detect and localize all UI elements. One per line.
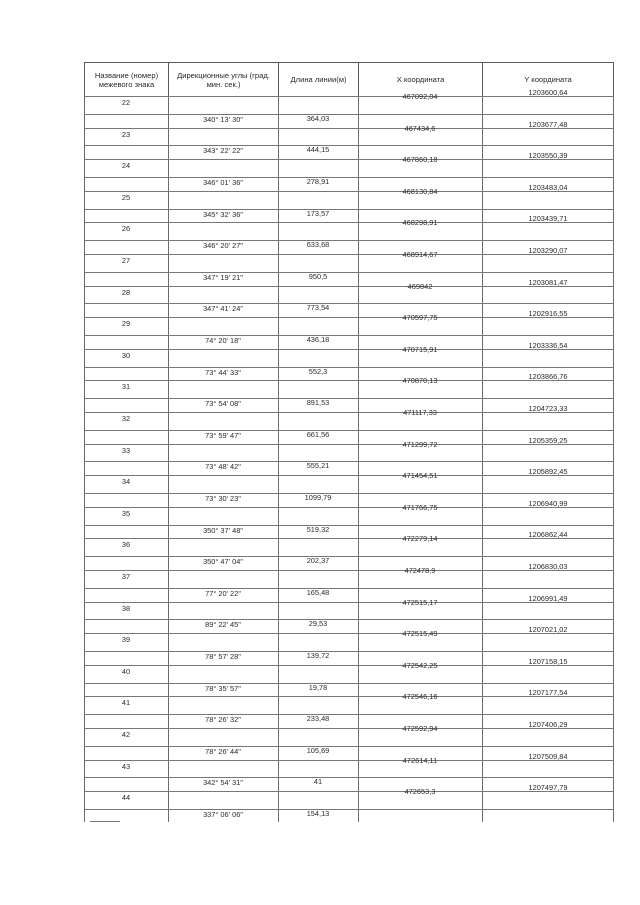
point-y: 1203677,48 [528, 119, 568, 129]
point-name: 34 [121, 477, 131, 487]
segment-angle: 350° 37' 48" [203, 525, 243, 535]
point-name: 33 [121, 445, 131, 455]
point-name: 25 [121, 192, 131, 202]
segment-length: 773,54 [306, 303, 330, 313]
point-x: 467860,18 [402, 155, 438, 165]
point-x: 471299,72 [402, 439, 438, 449]
point-y: 1206830,03 [528, 562, 568, 571]
segment-length: 29,53 [308, 619, 328, 629]
segment-angle: 343° 22' 22" [203, 146, 243, 156]
point-name: 23 [121, 129, 131, 139]
point-x: 468298,91 [402, 218, 438, 228]
segment-length: 891,53 [306, 398, 330, 408]
point-y: 1206991,49 [528, 593, 568, 603]
segment-angle: 350° 47' 04" [203, 557, 243, 567]
header-length: Длина линии(м) [278, 62, 358, 96]
point-y: 1207158,15 [528, 656, 568, 666]
point-x: 468914,67 [402, 250, 438, 259]
point-name: 38 [121, 603, 131, 613]
segment-angle: 78° 35' 57" [205, 683, 241, 693]
header-y: Y координата [482, 62, 614, 96]
point-x: 472279,14 [402, 534, 438, 544]
bottom-rule [90, 821, 120, 822]
point-y: 1206940,99 [528, 498, 568, 508]
segment-angle: 77° 20' 22" [205, 588, 241, 598]
point-name: 42 [121, 730, 131, 739]
point-name: 26 [121, 224, 131, 234]
point-name: 36 [121, 540, 131, 550]
header-angle: Дирекционные углы (град. мин. сек.) [168, 62, 278, 96]
segment-length: 950,5 [308, 271, 328, 281]
segment-length: 519,32 [306, 524, 330, 534]
segment-angle: 73° 30' 23" [205, 494, 241, 503]
segment-angle: 340° 13' 30" [203, 114, 243, 124]
segment-angle: 73° 59' 47" [205, 430, 241, 440]
boundary-coordinates-table [84, 62, 614, 822]
point-name: 39 [121, 635, 131, 645]
point-name: 40 [121, 666, 131, 676]
segment-length: 436,18 [306, 335, 330, 344]
point-y: 1207021,02 [528, 625, 568, 635]
segment-length: 154,13 [306, 809, 330, 818]
point-x: 471454,51 [402, 471, 438, 481]
segment-length: 19,78 [308, 682, 328, 692]
point-y: 1207177,54 [528, 688, 568, 698]
point-y: 1206862,44 [528, 530, 568, 540]
point-x: 472653,3 [404, 787, 436, 797]
point-x: 467092,04 [402, 92, 438, 101]
segment-angle: 73° 54' 08" [205, 399, 241, 409]
point-x: 470715,91 [402, 344, 438, 354]
point-y: 1202916,55 [528, 309, 568, 319]
point-y: 1205892,45 [528, 467, 568, 477]
header-x: X координата [358, 62, 482, 96]
point-name: 22 [121, 98, 131, 107]
segment-angle: 74° 20' 18" [205, 336, 241, 345]
point-name: 35 [121, 508, 131, 518]
point-name: 24 [121, 161, 131, 171]
point-y: 1207406,29 [528, 720, 568, 729]
point-name: 32 [121, 414, 131, 423]
point-y: 1203336,54 [528, 340, 568, 350]
point-x: 469842 [407, 281, 433, 291]
point-x: 471766,75 [402, 502, 438, 512]
segment-length: 233,48 [306, 714, 330, 724]
point-name: 37 [121, 572, 131, 581]
point-x: 470597,75 [402, 313, 438, 323]
segment-angle: 347° 41' 24" [203, 304, 243, 314]
point-y: 1207509,84 [528, 751, 568, 761]
point-x: 472542,25 [402, 660, 438, 670]
point-y: 1204723,33 [528, 404, 568, 413]
point-x: 472614,11 [402, 755, 438, 765]
segment-angle: 78° 26' 44" [205, 746, 241, 756]
point-name: 30 [121, 350, 131, 360]
point-y: 1203290,07 [528, 246, 568, 255]
point-y: 1205359,25 [528, 435, 568, 445]
segment-angle: 337° 06' 06" [203, 810, 243, 819]
point-y: 1203600,64 [528, 88, 568, 97]
segment-length: 173,57 [306, 208, 330, 218]
segment-angle: 342° 54' 31" [203, 778, 243, 788]
table-body [84, 88, 614, 822]
point-y: 1203866,76 [528, 372, 568, 382]
point-name: 27 [121, 256, 131, 265]
segment-angle: 346° 20' 27" [203, 241, 243, 251]
header-name: Название (номер) межевого знака [84, 62, 168, 96]
segment-length: 165,48 [306, 587, 330, 597]
point-y: 1203081,47 [528, 277, 568, 287]
segment-angle: 73° 48' 42" [205, 462, 241, 472]
segment-length: 444,15 [306, 145, 330, 155]
segment-length: 105,69 [306, 745, 330, 755]
point-y: 1203550,39 [528, 151, 568, 161]
segment-length: 364,03 [306, 113, 330, 123]
segment-angle: 78° 26' 32" [205, 715, 241, 725]
segment-length: 41 [313, 777, 323, 787]
segment-angle: 73° 44' 33" [205, 367, 241, 377]
segment-length: 202,37 [306, 556, 330, 566]
segment-length: 139,72 [306, 651, 330, 660]
segment-length: 633,68 [306, 240, 330, 250]
point-x: 472515,17 [402, 597, 438, 607]
point-x: 472546,16 [402, 692, 438, 702]
point-y: 1203483,04 [528, 182, 568, 192]
point-name: 43 [121, 761, 131, 771]
point-name: 44 [121, 793, 131, 803]
point-name: 29 [121, 319, 131, 329]
point-name: 31 [121, 382, 131, 392]
segment-angle: 78° 57' 28" [205, 652, 241, 661]
point-x: 472515,49 [402, 629, 438, 639]
point-name: 28 [121, 287, 131, 297]
point-x: 470870,13 [402, 376, 438, 386]
segment-length: 278,91 [306, 177, 330, 186]
segment-angle: 89° 22' 45" [205, 620, 241, 630]
segment-length: 555,21 [306, 461, 330, 471]
point-y: 1207497,79 [528, 783, 568, 793]
point-x: 468130,84 [402, 186, 438, 196]
segment-length: 552,3 [308, 366, 328, 376]
point-x: 472592,94 [402, 724, 438, 733]
segment-angle: 345° 32' 36" [203, 209, 243, 219]
point-x: 467434,6 [404, 123, 436, 133]
point-x: 472478,9 [404, 566, 436, 575]
segment-length: 661,56 [306, 429, 330, 439]
point-y: 1203439,71 [528, 214, 568, 224]
segment-angle: 347° 19' 21" [203, 272, 243, 282]
segment-angle: 346° 01' 36" [203, 178, 243, 187]
segment-length: 1099,79 [304, 493, 332, 502]
point-name: 41 [121, 698, 131, 708]
point-x: 471117,33 [403, 408, 437, 417]
